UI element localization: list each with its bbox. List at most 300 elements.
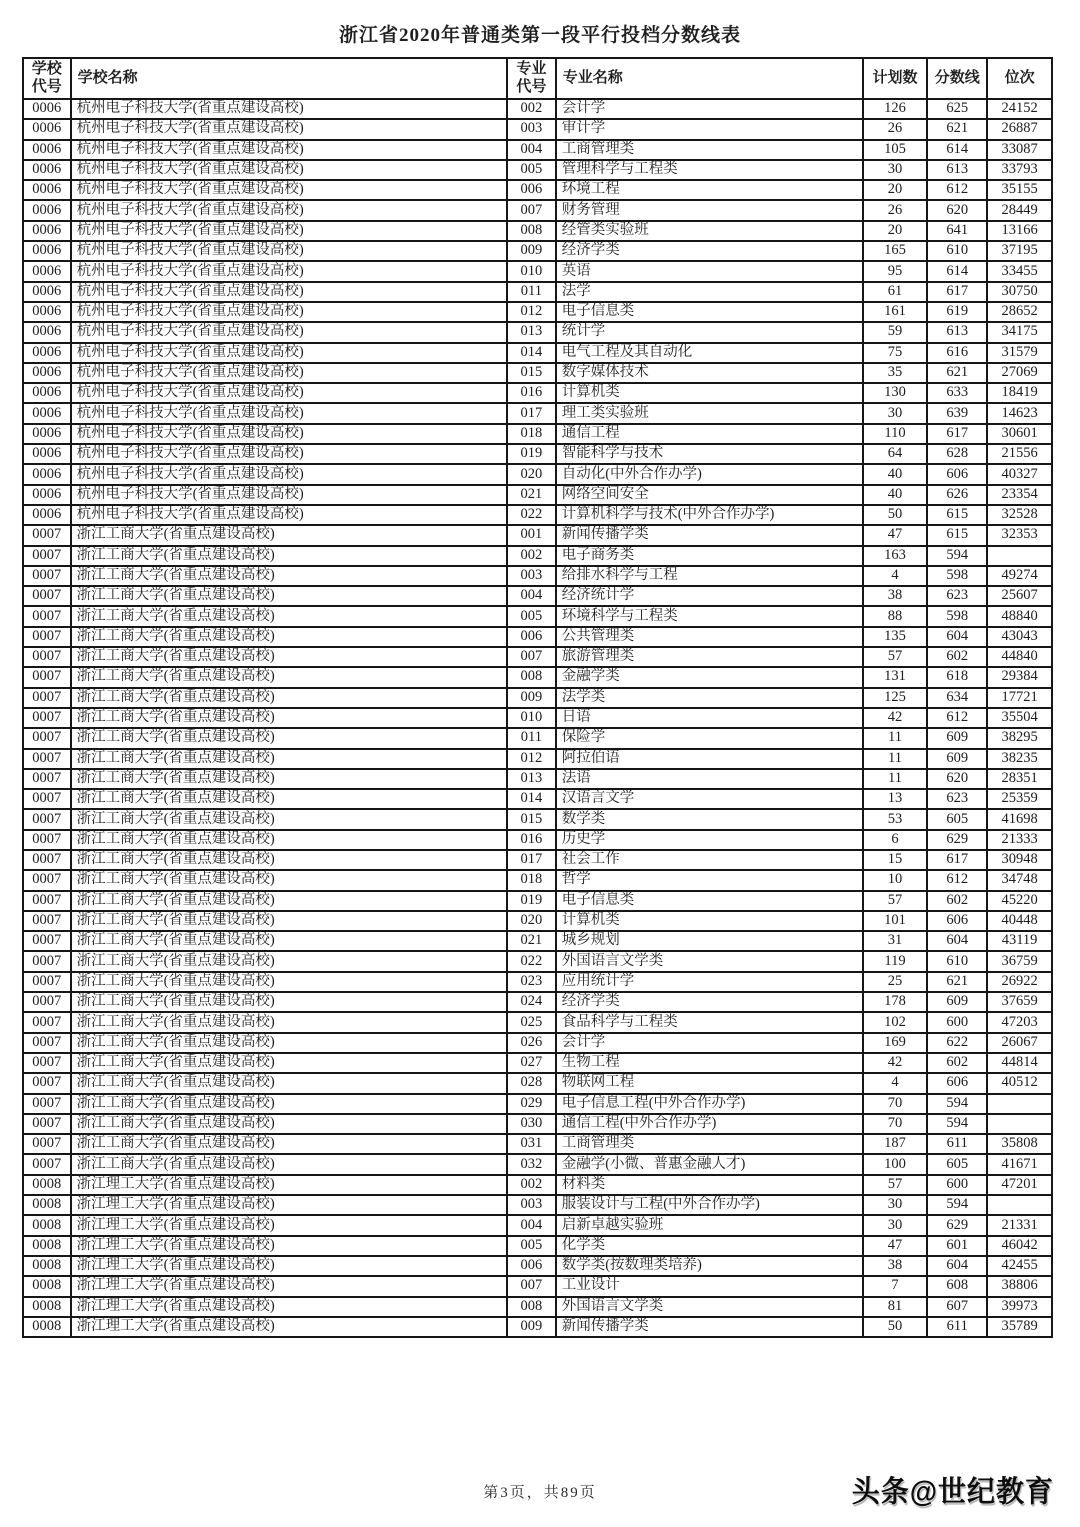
school-name-cell: 浙江工商大学(省重点建设高校) bbox=[71, 525, 508, 545]
rank-cell: 47201 bbox=[987, 1175, 1052, 1195]
plan-count-cell: 101 bbox=[863, 911, 928, 931]
major-code-cell: 017 bbox=[507, 850, 556, 870]
school-code-cell: 0007 bbox=[23, 525, 71, 545]
major-name-cell: 法学类 bbox=[556, 688, 863, 708]
school-code-cell: 0007 bbox=[23, 1073, 71, 1093]
major-code-cell: 004 bbox=[507, 586, 556, 606]
school-code-cell: 0006 bbox=[23, 363, 71, 383]
plan-count-cell: 40 bbox=[863, 485, 928, 505]
plan-count-cell: 30 bbox=[863, 1195, 928, 1215]
header-row bbox=[23, 58, 1052, 99]
plan-count-cell: 15 bbox=[863, 850, 928, 870]
school-name-cell: 杭州电子科技大学(省重点建设高校) bbox=[71, 99, 508, 119]
school-code-cell: 0008 bbox=[23, 1236, 71, 1256]
plan-count-cell: 57 bbox=[863, 891, 928, 911]
major-code-cell: 029 bbox=[507, 1094, 556, 1114]
score-line-cell: 633 bbox=[927, 383, 987, 403]
table-row bbox=[23, 363, 1052, 383]
major-code-cell: 009 bbox=[507, 1317, 556, 1337]
major-code-cell: 007 bbox=[507, 647, 556, 667]
school-name-cell: 浙江工商大学(省重点建设高校) bbox=[71, 1033, 508, 1053]
school-code-cell: 0006 bbox=[23, 221, 71, 241]
score-line-cell: 614 bbox=[927, 261, 987, 281]
table-row bbox=[23, 444, 1052, 464]
table-row bbox=[23, 647, 1052, 667]
rank-cell: 37195 bbox=[987, 241, 1052, 261]
score-line-cell: 607 bbox=[927, 1297, 987, 1317]
school-name-cell: 浙江理工大学(省重点建设高校) bbox=[71, 1236, 508, 1256]
plan-count-cell: 88 bbox=[863, 606, 928, 626]
school-code-cell: 0007 bbox=[23, 830, 71, 850]
major-code-cell: 010 bbox=[507, 708, 556, 728]
plan-count-cell: 38 bbox=[863, 1256, 928, 1276]
plan-count-cell: 125 bbox=[863, 688, 928, 708]
rank-cell: 44814 bbox=[987, 1053, 1052, 1073]
major-code-cell: 020 bbox=[507, 911, 556, 931]
major-code-cell: 032 bbox=[507, 1154, 556, 1174]
score-line-cell: 594 bbox=[927, 1114, 987, 1134]
major-name-cell: 会计学 bbox=[556, 99, 863, 119]
school-name-cell: 浙江理工大学(省重点建设高校) bbox=[71, 1175, 508, 1195]
table-row bbox=[23, 464, 1052, 484]
major-name-cell: 日语 bbox=[556, 708, 863, 728]
score-line-cell: 621 bbox=[927, 119, 987, 139]
table-row bbox=[23, 1073, 1052, 1093]
major-name-cell: 保险学 bbox=[556, 728, 863, 748]
major-name-cell: 新闻传播学类 bbox=[556, 525, 863, 545]
score-line-cell: 609 bbox=[927, 749, 987, 769]
plan-count-cell: 61 bbox=[863, 282, 928, 302]
major-code-cell: 023 bbox=[507, 972, 556, 992]
major-name-cell: 环境工程 bbox=[556, 180, 863, 200]
major-code-cell: 022 bbox=[507, 505, 556, 525]
table-row bbox=[23, 1094, 1052, 1114]
plan-count-cell: 35 bbox=[863, 363, 928, 383]
major-name-cell: 英语 bbox=[556, 261, 863, 281]
school-code-cell: 0007 bbox=[23, 931, 71, 951]
rank-cell: 21333 bbox=[987, 830, 1052, 850]
score-line-cell: 600 bbox=[927, 1175, 987, 1195]
score-line-cell: 613 bbox=[927, 160, 987, 180]
score-line-cell: 612 bbox=[927, 708, 987, 728]
school-code-cell: 0007 bbox=[23, 647, 71, 667]
score-line-cell: 639 bbox=[927, 403, 987, 423]
score-line-cell: 608 bbox=[927, 1276, 987, 1296]
major-name-cell: 法语 bbox=[556, 769, 863, 789]
score-line-cell: 621 bbox=[927, 363, 987, 383]
rank-cell bbox=[987, 1114, 1052, 1134]
major-code-cell: 002 bbox=[507, 99, 556, 119]
major-name-cell: 环境科学与工程类 bbox=[556, 606, 863, 626]
major-name-cell: 统计学 bbox=[556, 322, 863, 342]
score-line-cell: 629 bbox=[927, 830, 987, 850]
rank-cell: 30601 bbox=[987, 424, 1052, 444]
plan-count-cell: 102 bbox=[863, 1012, 928, 1032]
school-code-cell: 0007 bbox=[23, 1094, 71, 1114]
school-code-cell: 0008 bbox=[23, 1175, 71, 1195]
major-code-cell: 016 bbox=[507, 383, 556, 403]
school-name-cell: 浙江工商大学(省重点建设高校) bbox=[71, 728, 508, 748]
score-table-body bbox=[23, 99, 1052, 1337]
plan-count-cell: 40 bbox=[863, 464, 928, 484]
major-code-cell: 018 bbox=[507, 870, 556, 890]
table-row bbox=[23, 180, 1052, 200]
score-line-cell: 614 bbox=[927, 140, 987, 160]
score-line-cell: 626 bbox=[927, 485, 987, 505]
table-row bbox=[23, 992, 1052, 1012]
rank-cell: 26887 bbox=[987, 119, 1052, 139]
table-row bbox=[23, 383, 1052, 403]
school-code-cell: 0008 bbox=[23, 1276, 71, 1296]
table-row bbox=[23, 1317, 1052, 1337]
plan-count-cell: 130 bbox=[863, 383, 928, 403]
plan-count-cell: 11 bbox=[863, 769, 928, 789]
table-row bbox=[23, 424, 1052, 444]
major-code-cell: 021 bbox=[507, 485, 556, 505]
major-code-cell: 031 bbox=[507, 1134, 556, 1154]
major-name-cell: 会计学 bbox=[556, 1033, 863, 1053]
school-code-cell: 0006 bbox=[23, 403, 71, 423]
school-name-cell: 浙江工商大学(省重点建设高校) bbox=[71, 546, 508, 566]
major-name-cell: 经济学类 bbox=[556, 992, 863, 1012]
major-name-cell: 金融学类 bbox=[556, 667, 863, 687]
major-name-cell: 电子信息类 bbox=[556, 302, 863, 322]
major-name-cell: 哲学 bbox=[556, 870, 863, 890]
plan-count-cell: 26 bbox=[863, 200, 928, 220]
rank-cell: 41671 bbox=[987, 1154, 1052, 1174]
school-name-cell: 浙江工商大学(省重点建设高校) bbox=[71, 972, 508, 992]
rank-cell: 17721 bbox=[987, 688, 1052, 708]
major-name-cell: 通信工程(中外合作办学) bbox=[556, 1114, 863, 1134]
major-name-cell: 历史学 bbox=[556, 830, 863, 850]
score-line-cell: 605 bbox=[927, 1154, 987, 1174]
major-name-cell: 外国语言文学类 bbox=[556, 1297, 863, 1317]
major-name-cell: 电气工程及其自动化 bbox=[556, 343, 863, 363]
major-code-cell: 013 bbox=[507, 322, 556, 342]
school-name-cell: 浙江工商大学(省重点建设高校) bbox=[71, 708, 508, 728]
major-code-cell: 027 bbox=[507, 1053, 556, 1073]
plan-count-cell: 4 bbox=[863, 1073, 928, 1093]
plan-count-cell: 178 bbox=[863, 992, 928, 1012]
major-name-cell: 通信工程 bbox=[556, 424, 863, 444]
score-line-cell: 610 bbox=[927, 951, 987, 971]
plan-count-cell: 26 bbox=[863, 119, 928, 139]
table-row bbox=[23, 749, 1052, 769]
plan-count-cell: 70 bbox=[863, 1114, 928, 1134]
rank-cell: 38235 bbox=[987, 749, 1052, 769]
plan-count-cell: 10 bbox=[863, 870, 928, 890]
school-code-cell: 0007 bbox=[23, 1154, 71, 1174]
header-major-name: 专业名称 bbox=[556, 58, 863, 99]
school-name-cell: 浙江工商大学(省重点建设高校) bbox=[71, 667, 508, 687]
table-row bbox=[23, 302, 1052, 322]
major-name-cell: 电子信息工程(中外合作办学) bbox=[556, 1094, 863, 1114]
table-row bbox=[23, 1236, 1052, 1256]
major-code-cell: 007 bbox=[507, 1276, 556, 1296]
table-row bbox=[23, 1033, 1052, 1053]
school-name-cell: 浙江工商大学(省重点建设高校) bbox=[71, 769, 508, 789]
school-code-cell: 0007 bbox=[23, 728, 71, 748]
rank-cell: 29384 bbox=[987, 667, 1052, 687]
major-name-cell: 自动化(中外合作办学) bbox=[556, 464, 863, 484]
rank-cell: 31579 bbox=[987, 343, 1052, 363]
score-line-cell: 604 bbox=[927, 931, 987, 951]
major-code-cell: 005 bbox=[507, 1236, 556, 1256]
major-name-cell: 工业设计 bbox=[556, 1276, 863, 1296]
school-name-cell: 杭州电子科技大学(省重点建设高校) bbox=[71, 343, 508, 363]
plan-count-cell: 81 bbox=[863, 1297, 928, 1317]
school-code-cell: 0007 bbox=[23, 708, 71, 728]
school-code-cell: 0006 bbox=[23, 485, 71, 505]
major-name-cell: 旅游管理类 bbox=[556, 647, 863, 667]
major-code-cell: 018 bbox=[507, 424, 556, 444]
table-row bbox=[23, 261, 1052, 281]
plan-count-cell: 30 bbox=[863, 403, 928, 423]
school-name-cell: 杭州电子科技大学(省重点建设高校) bbox=[71, 505, 508, 525]
school-code-cell: 0006 bbox=[23, 383, 71, 403]
major-code-cell: 006 bbox=[507, 180, 556, 200]
plan-count-cell: 31 bbox=[863, 931, 928, 951]
school-name-cell: 浙江工商大学(省重点建设高校) bbox=[71, 931, 508, 951]
major-code-cell: 008 bbox=[507, 667, 556, 687]
rank-cell: 34748 bbox=[987, 870, 1052, 890]
school-code-cell: 0007 bbox=[23, 606, 71, 626]
rank-cell: 18419 bbox=[987, 383, 1052, 403]
school-name-cell: 浙江理工大学(省重点建设高校) bbox=[71, 1297, 508, 1317]
table-row bbox=[23, 140, 1052, 160]
rank-cell: 45220 bbox=[987, 891, 1052, 911]
major-code-cell: 006 bbox=[507, 627, 556, 647]
major-code-cell: 013 bbox=[507, 769, 556, 789]
table-row bbox=[23, 911, 1052, 931]
major-name-cell: 法学 bbox=[556, 282, 863, 302]
table-row bbox=[23, 282, 1052, 302]
major-name-cell: 服装设计与工程(中外合作办学) bbox=[556, 1195, 863, 1215]
major-code-cell: 005 bbox=[507, 606, 556, 626]
header-school-name: 学校名称 bbox=[71, 58, 508, 99]
school-name-cell: 杭州电子科技大学(省重点建设高校) bbox=[71, 424, 508, 444]
table-row bbox=[23, 789, 1052, 809]
score-line-cell: 598 bbox=[927, 566, 987, 586]
table-row bbox=[23, 322, 1052, 342]
school-name-cell: 浙江工商大学(省重点建设高校) bbox=[71, 1053, 508, 1073]
rank-cell: 30750 bbox=[987, 282, 1052, 302]
score-line-cell: 606 bbox=[927, 464, 987, 484]
school-code-cell: 0007 bbox=[23, 891, 71, 911]
major-code-cell: 002 bbox=[507, 1175, 556, 1195]
plan-count-cell: 161 bbox=[863, 302, 928, 322]
school-code-cell: 0007 bbox=[23, 749, 71, 769]
school-name-cell: 浙江工商大学(省重点建设高校) bbox=[71, 830, 508, 850]
header-rank: 位次 bbox=[987, 58, 1052, 99]
school-code-cell: 0008 bbox=[23, 1195, 71, 1215]
school-code-cell: 0007 bbox=[23, 911, 71, 931]
school-name-cell: 浙江工商大学(省重点建设高校) bbox=[71, 688, 508, 708]
rank-cell: 40448 bbox=[987, 911, 1052, 931]
major-name-cell: 计算机科学与技术(中外合作办学) bbox=[556, 505, 863, 525]
plan-count-cell: 20 bbox=[863, 180, 928, 200]
major-name-cell: 生物工程 bbox=[556, 1053, 863, 1073]
score-line-cell: 604 bbox=[927, 627, 987, 647]
table-row bbox=[23, 1175, 1052, 1195]
header-school-code: 学校代号 bbox=[23, 58, 71, 99]
score-line-cell: 620 bbox=[927, 769, 987, 789]
rank-cell: 21331 bbox=[987, 1215, 1052, 1235]
major-name-cell: 工商管理类 bbox=[556, 1134, 863, 1154]
rank-cell: 36759 bbox=[987, 951, 1052, 971]
table-row bbox=[23, 1256, 1052, 1276]
rank-cell: 35504 bbox=[987, 708, 1052, 728]
rank-cell: 46042 bbox=[987, 1236, 1052, 1256]
rank-cell: 49274 bbox=[987, 566, 1052, 586]
score-line-cell: 606 bbox=[927, 911, 987, 931]
school-name-cell: 浙江工商大学(省重点建设高校) bbox=[71, 1114, 508, 1134]
rank-cell: 33793 bbox=[987, 160, 1052, 180]
school-code-cell: 0006 bbox=[23, 322, 71, 342]
table-row bbox=[23, 546, 1052, 566]
major-name-cell: 经管类实验班 bbox=[556, 221, 863, 241]
score-line-cell: 622 bbox=[927, 1033, 987, 1053]
major-name-cell: 汉语言文学 bbox=[556, 789, 863, 809]
table-row bbox=[23, 1195, 1052, 1215]
rank-cell: 24152 bbox=[987, 99, 1052, 119]
score-line-cell: 602 bbox=[927, 1053, 987, 1073]
school-code-cell: 0006 bbox=[23, 464, 71, 484]
plan-count-cell: 4 bbox=[863, 566, 928, 586]
major-code-cell: 026 bbox=[507, 1033, 556, 1053]
school-code-cell: 0007 bbox=[23, 951, 71, 971]
school-code-cell: 0006 bbox=[23, 282, 71, 302]
school-name-cell: 浙江工商大学(省重点建设高校) bbox=[71, 789, 508, 809]
major-code-cell: 028 bbox=[507, 1073, 556, 1093]
major-name-cell: 化学类 bbox=[556, 1236, 863, 1256]
major-name-cell: 经济学类 bbox=[556, 241, 863, 261]
school-name-cell: 杭州电子科技大学(省重点建设高校) bbox=[71, 322, 508, 342]
score-line-cell: 602 bbox=[927, 647, 987, 667]
school-name-cell: 杭州电子科技大学(省重点建设高校) bbox=[71, 119, 508, 139]
major-code-cell: 009 bbox=[507, 688, 556, 708]
school-name-cell: 浙江工商大学(省重点建设高校) bbox=[71, 647, 508, 667]
table-row bbox=[23, 809, 1052, 829]
table-row bbox=[23, 870, 1052, 890]
score-table-header bbox=[23, 58, 1052, 99]
school-code-cell: 0007 bbox=[23, 546, 71, 566]
plan-count-cell: 50 bbox=[863, 505, 928, 525]
school-code-cell: 0008 bbox=[23, 1317, 71, 1337]
school-name-cell: 杭州电子科技大学(省重点建设高校) bbox=[71, 180, 508, 200]
score-line-cell: 628 bbox=[927, 444, 987, 464]
school-name-cell: 杭州电子科技大学(省重点建设高校) bbox=[71, 200, 508, 220]
score-line-cell: 600 bbox=[927, 1012, 987, 1032]
major-code-cell: 012 bbox=[507, 302, 556, 322]
major-code-cell: 020 bbox=[507, 464, 556, 484]
table-row bbox=[23, 119, 1052, 139]
rank-cell bbox=[987, 546, 1052, 566]
score-line-cell: 604 bbox=[927, 1256, 987, 1276]
major-code-cell: 016 bbox=[507, 830, 556, 850]
plan-count-cell: 7 bbox=[863, 1276, 928, 1296]
plan-count-cell: 47 bbox=[863, 525, 928, 545]
school-code-cell: 0007 bbox=[23, 627, 71, 647]
score-line-cell: 617 bbox=[927, 282, 987, 302]
plan-count-cell: 110 bbox=[863, 424, 928, 444]
plan-count-cell: 30 bbox=[863, 1215, 928, 1235]
score-line-cell: 598 bbox=[927, 606, 987, 626]
rank-cell: 43043 bbox=[987, 627, 1052, 647]
major-code-cell: 012 bbox=[507, 749, 556, 769]
major-name-cell: 数学类(按数理类培养) bbox=[556, 1256, 863, 1276]
plan-count-cell: 57 bbox=[863, 647, 928, 667]
major-name-cell: 财务管理 bbox=[556, 200, 863, 220]
school-name-cell: 杭州电子科技大学(省重点建设高校) bbox=[71, 140, 508, 160]
score-line-cell: 613 bbox=[927, 322, 987, 342]
school-name-cell: 浙江工商大学(省重点建设高校) bbox=[71, 749, 508, 769]
major-name-cell: 阿拉伯语 bbox=[556, 749, 863, 769]
table-row bbox=[23, 1134, 1052, 1154]
table-row bbox=[23, 566, 1052, 586]
page-number-text: 第3页，共89页 bbox=[483, 1485, 597, 1501]
rank-cell bbox=[987, 1195, 1052, 1215]
school-code-cell: 0007 bbox=[23, 688, 71, 708]
school-code-cell: 0006 bbox=[23, 343, 71, 363]
plan-count-cell: 30 bbox=[863, 160, 928, 180]
rank-cell: 30948 bbox=[987, 850, 1052, 870]
table-row bbox=[23, 830, 1052, 850]
score-line-cell: 617 bbox=[927, 850, 987, 870]
major-name-cell: 应用统计学 bbox=[556, 972, 863, 992]
school-name-cell: 浙江理工大学(省重点建设高校) bbox=[71, 1256, 508, 1276]
major-name-cell: 电子商务类 bbox=[556, 546, 863, 566]
score-line-cell: 605 bbox=[927, 809, 987, 829]
school-code-cell: 0006 bbox=[23, 261, 71, 281]
rank-cell: 28449 bbox=[987, 200, 1052, 220]
major-name-cell: 数字媒体技术 bbox=[556, 363, 863, 383]
score-line-cell: 594 bbox=[927, 546, 987, 566]
school-name-cell: 杭州电子科技大学(省重点建设高校) bbox=[71, 464, 508, 484]
school-name-cell: 杭州电子科技大学(省重点建设高校) bbox=[71, 241, 508, 261]
major-name-cell: 物联网工程 bbox=[556, 1073, 863, 1093]
school-name-cell: 浙江工商大学(省重点建设高校) bbox=[71, 1154, 508, 1174]
major-name-cell: 公共管理类 bbox=[556, 627, 863, 647]
rank-cell: 42455 bbox=[987, 1256, 1052, 1276]
table-row bbox=[23, 1276, 1052, 1296]
rank-cell: 25359 bbox=[987, 789, 1052, 809]
table-row bbox=[23, 850, 1052, 870]
table-row bbox=[23, 769, 1052, 789]
school-code-cell: 0006 bbox=[23, 200, 71, 220]
major-code-cell: 003 bbox=[507, 1195, 556, 1215]
table-row bbox=[23, 160, 1052, 180]
major-code-cell: 005 bbox=[507, 160, 556, 180]
table-row bbox=[23, 951, 1052, 971]
major-code-cell: 004 bbox=[507, 1215, 556, 1235]
major-name-cell: 食品科学与工程类 bbox=[556, 1012, 863, 1032]
rank-cell: 28351 bbox=[987, 769, 1052, 789]
school-code-cell: 0007 bbox=[23, 1134, 71, 1154]
score-line-cell: 616 bbox=[927, 343, 987, 363]
rank-cell: 35155 bbox=[987, 180, 1052, 200]
school-name-cell: 浙江理工大学(省重点建设高校) bbox=[71, 1276, 508, 1296]
major-code-cell: 024 bbox=[507, 992, 556, 1012]
school-code-cell: 0006 bbox=[23, 302, 71, 322]
rank-cell: 28652 bbox=[987, 302, 1052, 322]
major-code-cell: 025 bbox=[507, 1012, 556, 1032]
major-code-cell: 003 bbox=[507, 566, 556, 586]
school-code-cell: 0006 bbox=[23, 99, 71, 119]
score-line-cell: 612 bbox=[927, 180, 987, 200]
school-name-cell: 浙江工商大学(省重点建设高校) bbox=[71, 891, 508, 911]
school-name-cell: 杭州电子科技大学(省重点建设高校) bbox=[71, 261, 508, 281]
